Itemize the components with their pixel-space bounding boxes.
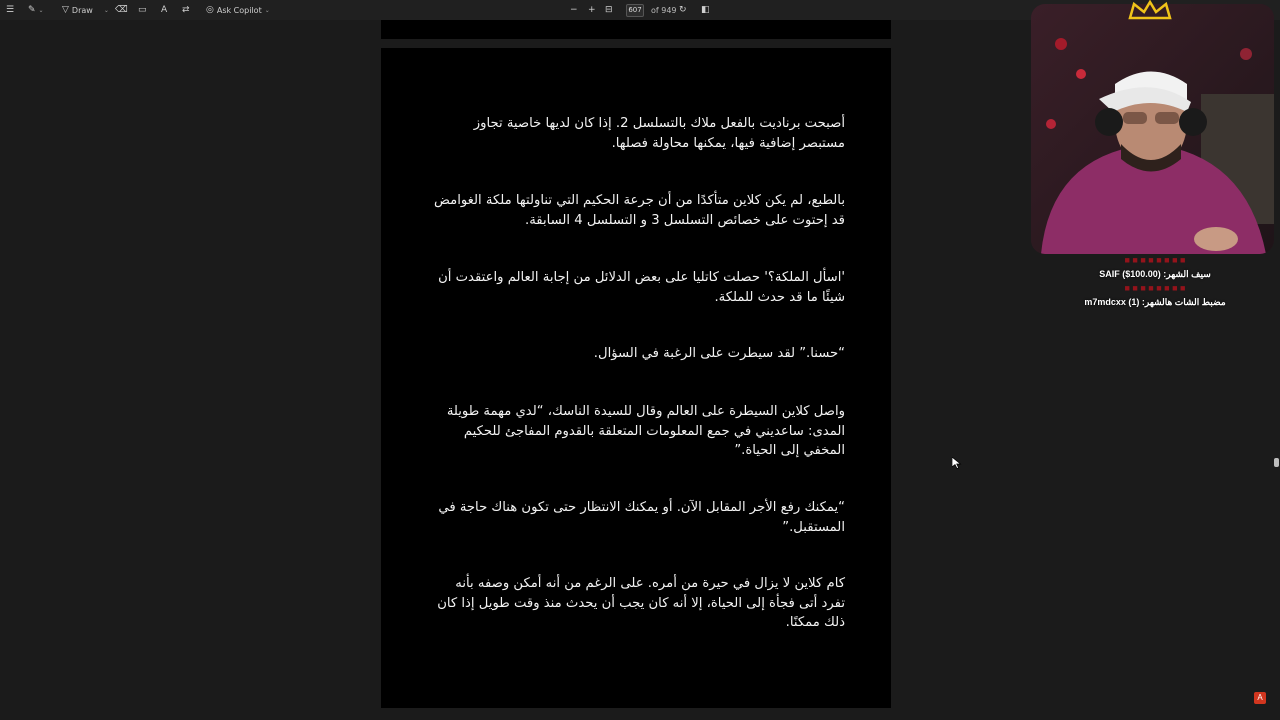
chat-line: سيف الشهر: SAIF ($100.00): [1099, 269, 1211, 279]
fit-page-button[interactable]: [605, 3, 613, 17]
paragraph: بالطبع، لم يكن كلاين متأكدًا من أن جرعة الحكيم التي تناولتها ملكة الغوامض قد إحتوت على خصائص التسلسل 3 و التسلسل 4 السابقة.: [433, 193, 845, 228]
highlighter-icon: ✎: [28, 5, 36, 15]
crown-icon: [1126, 0, 1174, 22]
page-number-input[interactable]: [626, 3, 677, 17]
paragraph: واصل كلاين السيطرة على العالم وقال للسيدة الناسك، “لدي مهمة طويلة المدى: ساعديني في جمع المعلومات المتعلقة بالقدوم المفاجئ للحكيم المخفي إلى الحياة.”: [446, 404, 845, 458]
copilot-label: Ask Copilot: [216, 5, 262, 15]
paragraph: كام كلاين لا يزال في حيرة من أمره. على الرغم من أنه أمكن وصفه بأنه تفرد أتى فجأة إلى الحياة، إلا أنه كان يجب أن يحدث منذ وقت طويل إذا كان ذلك ممكنًا.: [437, 576, 845, 630]
highlight-tool[interactable]: [28, 3, 44, 17]
stream-chat-overlay: [1060, 253, 1250, 309]
acrobat-icon[interactable]: A: [1254, 692, 1266, 704]
chat-line-red-decor: ■ ■ ■ ■ ■ ■ ■ ■: [1124, 255, 1186, 265]
paragraph: “يمكنك رفع الأجر المقابل الآن. أو يمكنك الانتظار حتى تكون هناك حاجة في المستقبل.”: [438, 500, 845, 535]
rotate-button[interactable]: [679, 3, 687, 17]
previous-page: [381, 20, 891, 39]
page-view-button[interactable]: [701, 3, 710, 17]
read-aloud-icon: A: [161, 5, 168, 15]
eraser-icon: ⌫: [115, 5, 128, 15]
chevron-down-icon: ⌄: [103, 6, 109, 14]
current-page[interactable]: 607: [626, 4, 644, 17]
paragraph: أصبحت برناديت بالفعل ملاك بالتسلسل 2. إذا كان لديها خاصية تجاوز مستبصر إضافية فيها، يمكنها محاولة فصلها.: [473, 116, 845, 151]
pen-icon: ▽: [62, 5, 69, 15]
chevron-down-icon: ⌄: [38, 6, 44, 14]
mouse-cursor-icon: [952, 457, 962, 469]
textbox-tool[interactable]: [138, 3, 147, 17]
zoom-in-button[interactable]: +: [588, 5, 596, 15]
eraser-tool[interactable]: [115, 3, 128, 17]
translate-icon: ⇄: [182, 5, 190, 15]
paragraph: “حسنا.” لقد سيطرت على الرغبة في السؤال.: [593, 346, 845, 361]
read-aloud-tool[interactable]: [161, 3, 167, 17]
pdf-page: [381, 48, 891, 708]
ask-copilot-button[interactable]: [206, 3, 270, 17]
chat-line-red-decor: ■ ■ ■ ■ ■ ■ ■ ■: [1124, 283, 1186, 293]
page-view-icon: ◧: [701, 5, 710, 15]
draw-label: Draw: [71, 5, 93, 15]
webcam-overlay: [1031, 4, 1274, 254]
translate-tool[interactable]: [182, 3, 190, 17]
scrollbar-thumb[interactable]: [1274, 458, 1279, 467]
fit-page-icon: ⊟: [605, 5, 613, 15]
chevron-down-icon: ⌄: [264, 6, 270, 14]
copilot-icon: ◎: [206, 5, 214, 15]
page-total: of 949: [651, 5, 677, 15]
vertical-scrollbar[interactable]: [1273, 20, 1280, 720]
paragraph: 'اسأل الملكة؟' حصلت كاتليا على بعض الدلائل من إجابة العالم واعتقدت أن شيئًا ما قد حدث للملكة.: [438, 270, 845, 305]
streamer-video: [1031, 4, 1274, 254]
chat-line: مضبط الشات هالشهر: m7mdcxx (1): [1084, 297, 1226, 307]
textbox-icon: ▭: [138, 5, 147, 15]
zoom-out-button[interactable]: −: [570, 5, 578, 15]
list-icon[interactable]: ☰: [6, 5, 15, 15]
draw-tool[interactable]: [62, 3, 109, 17]
rotate-icon: ↻: [679, 5, 687, 15]
